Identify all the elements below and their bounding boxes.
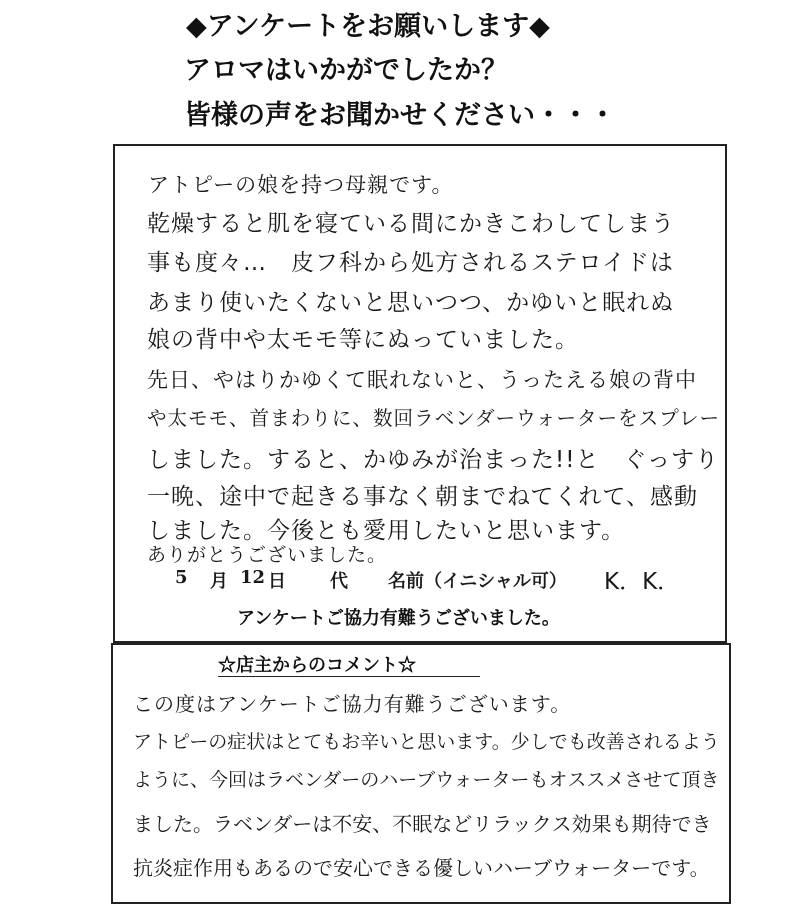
month-label: 月: [210, 571, 228, 592]
age-label: 代: [330, 571, 348, 592]
handwritten-line: あまり使いたくないと思いつつ、かゆいと眠れぬ: [147, 290, 675, 316]
date-day: 12: [240, 567, 266, 588]
handwritten-line: 一晩、途中で起きる事なく朝までねてくれて、感動: [147, 484, 698, 510]
handwritten-line: 事も度々… 皮フ科から処方されるステロイドは: [147, 250, 674, 276]
comment-line: アトピーの症状はとてもお辛いと思います。少しでも改善されるよう: [133, 731, 720, 753]
date-month: 5: [175, 567, 188, 588]
handwritten-line: アトピーの娘を持つ母親です。: [148, 173, 454, 197]
handwritten-line: 乾燥すると肌を寝ている間にかきこわしてしまう: [147, 211, 675, 237]
comment-line: ました。ラベンダーは不安、不眠などリラックス効果も期待でき: [133, 812, 712, 836]
voice-request: 皆様の声をお聞かせください・・・: [184, 100, 616, 131]
aroma-question: アロマはいかがでしたか？: [184, 55, 508, 86]
comment-title: ☆店主からのコメント☆: [218, 655, 416, 676]
thanks-message: アンケートご協力有難うございました。: [237, 608, 560, 629]
name-value: K．K．: [604, 569, 681, 595]
day-label: 日: [268, 571, 286, 592]
name-label: 名前（イニシャル可）: [388, 571, 567, 592]
handwritten-line: や太モモ、首まわりに、数回ラベンダーウォーターをスプレー: [147, 406, 721, 430]
comment-title-underline: [218, 676, 480, 677]
comment-line: この度はアンケートご協力有難うございます。: [133, 692, 572, 716]
handwritten-line: しました。すると、かゆみが治まった!!と ぐっすり: [147, 447, 719, 473]
handwritten-line: 娘の背中や太モモ等にぬっていました。: [147, 327, 579, 353]
comment-line: 抗炎症作用もあるので安心できる優しいハーブウォーターです。: [133, 856, 710, 880]
handwritten-line: しました。今後とも愛用したいと思います。: [147, 518, 626, 544]
handwritten-line: 先日、やはりかゆくて眠れないと、うったえる娘の背中: [147, 368, 697, 392]
comment-line: ように、今回はラベンダーのハーブウォーターもオススメさせて頂き: [133, 769, 720, 791]
survey-heading: ◆アンケートをお願いします◆: [186, 11, 550, 42]
handwritten-line: ありがとうございました。: [147, 544, 388, 566]
